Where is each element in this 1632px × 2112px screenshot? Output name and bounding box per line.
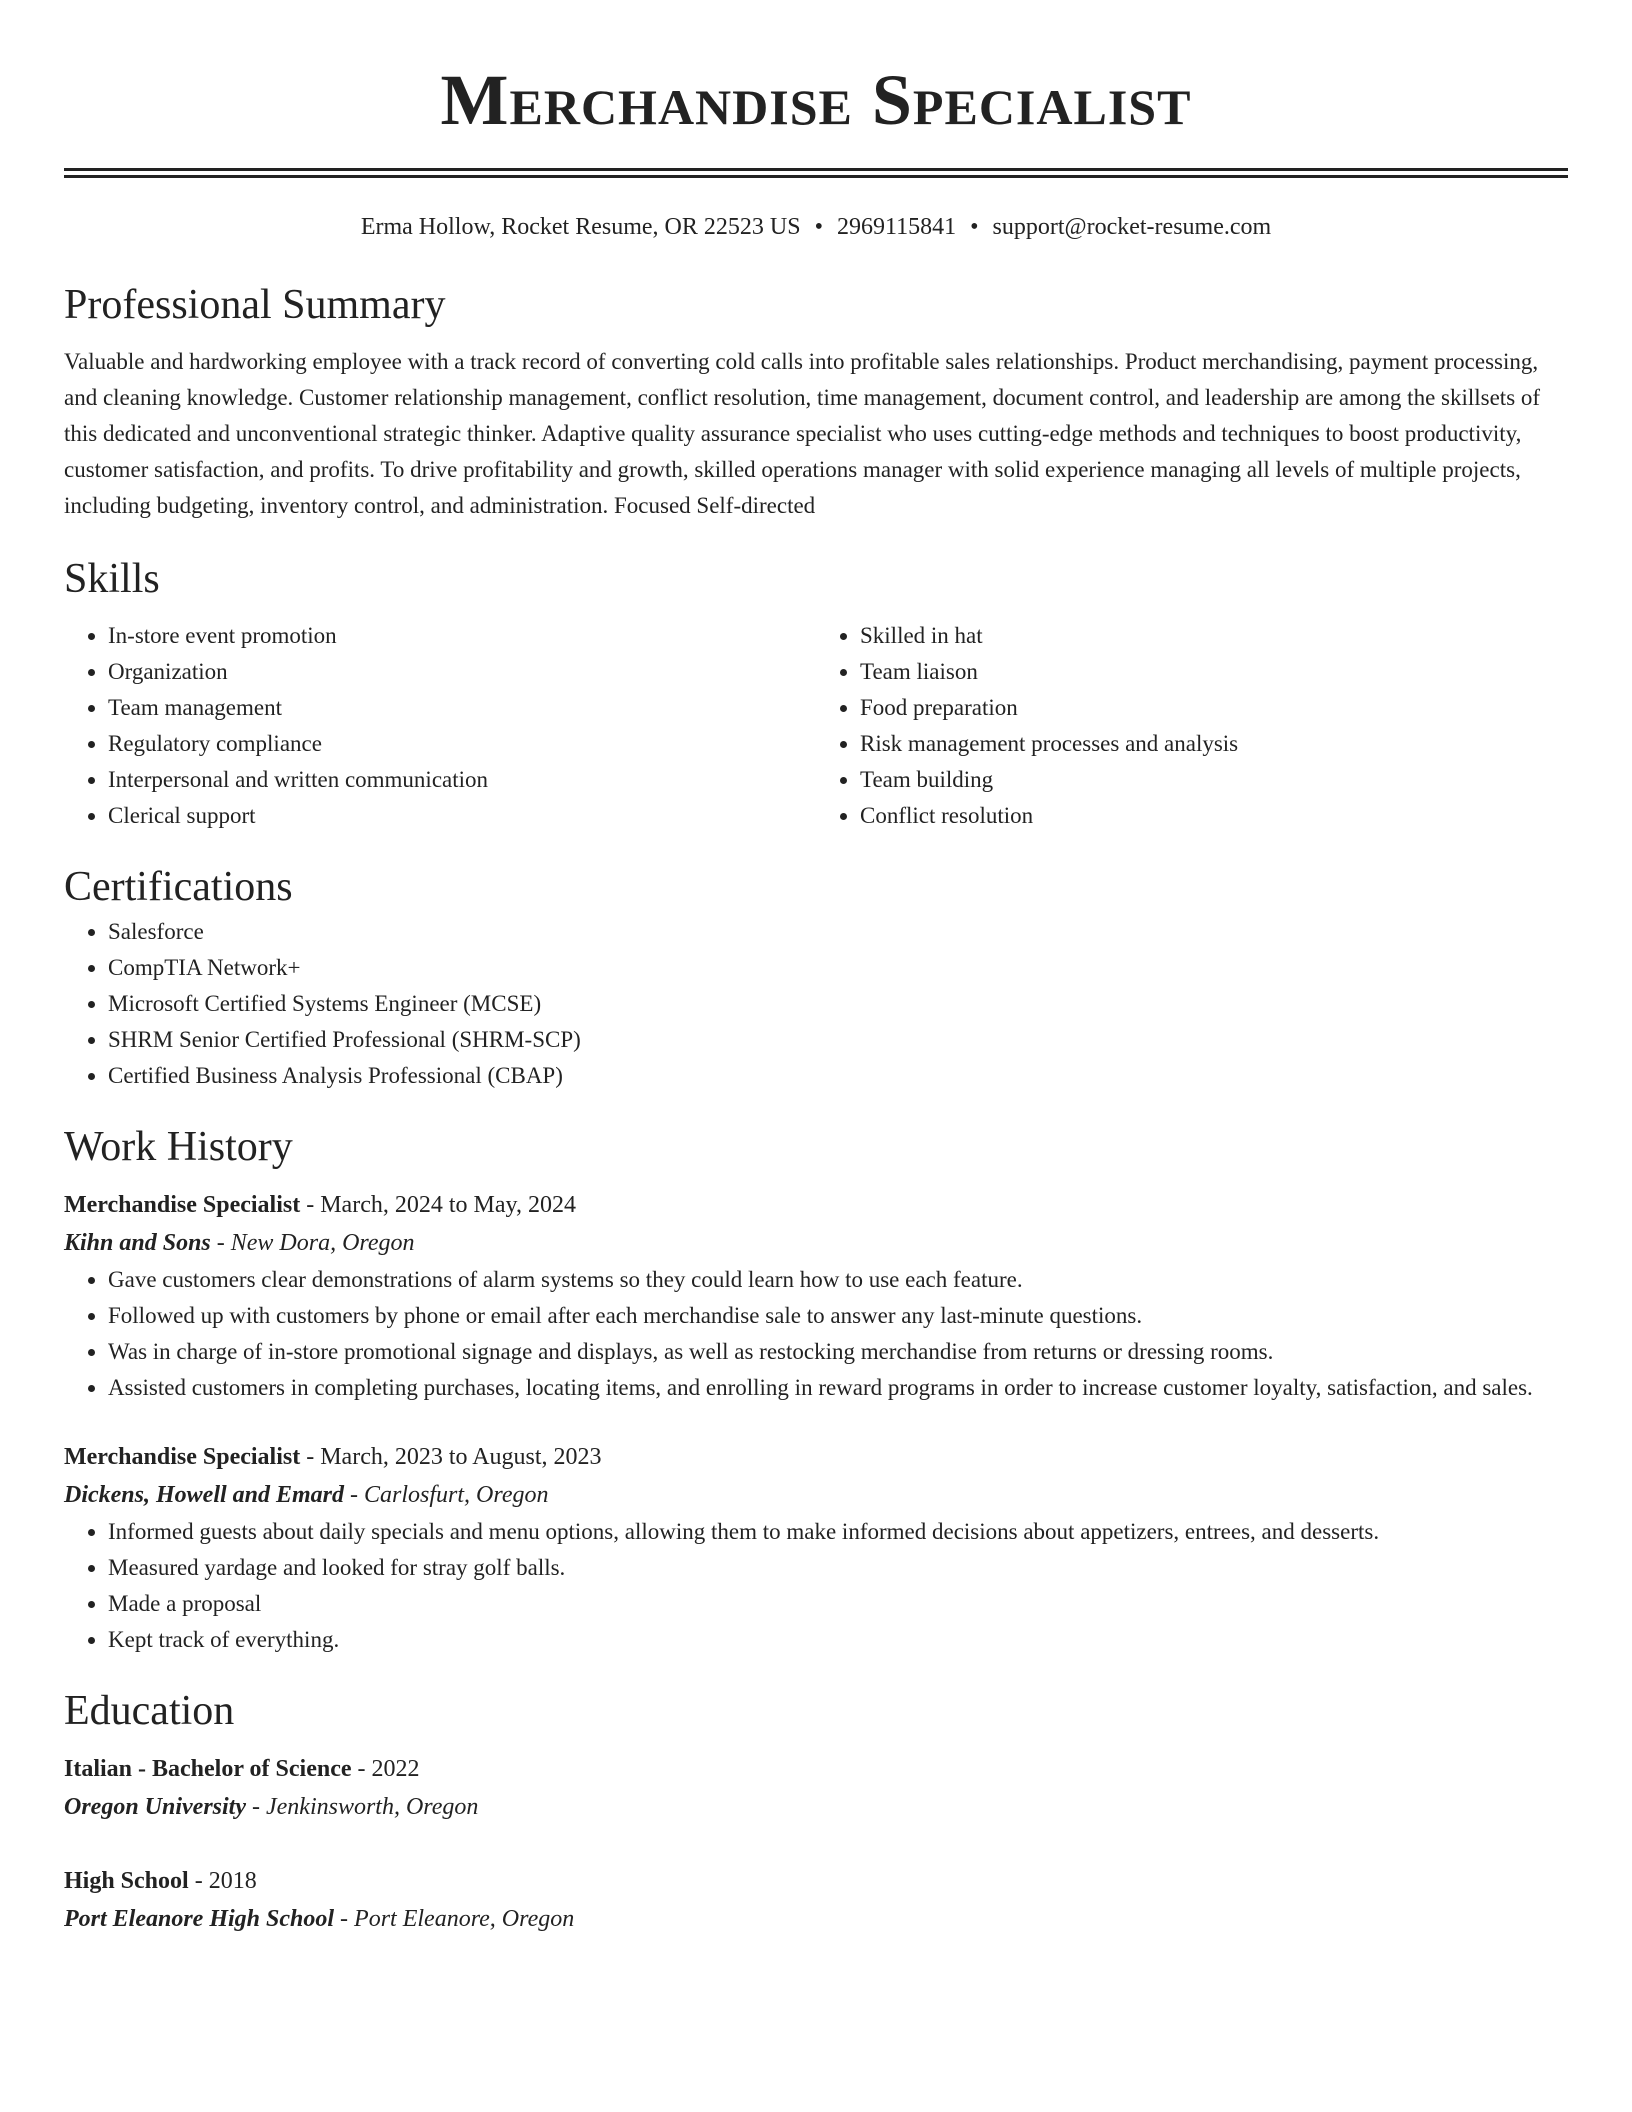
job-title: Merchandise Specialist — [64, 1192, 301, 1218]
skill-item: • Risk management processes and analysis — [860, 726, 1568, 762]
skill-item: • Team building — [860, 762, 1568, 798]
certification-item: • Certified Business Analysis Professional (CBAP) — [108, 1058, 1568, 1094]
title-divider-top — [64, 168, 1568, 171]
job-duty: • Measured yardage and looked for stray golf balls. — [108, 1550, 1568, 1586]
job-company-line — [64, 1224, 1568, 1262]
skills-column-right — [816, 618, 1568, 834]
job-location: - Carlosfurt, Oregon — [344, 1482, 549, 1508]
contact-phone: 2969115841 — [836, 214, 957, 240]
job-duty: • Made a proposal — [108, 1586, 1568, 1622]
title-divider-bottom — [64, 175, 1568, 178]
education-degree: High School — [64, 1868, 189, 1894]
job-duty: • Gave customers clear demonstrations of alarm systems so they could learn how to use each feature. — [108, 1262, 1568, 1298]
certifications-list — [64, 914, 1568, 1094]
skill-item: • Regulatory compliance — [108, 726, 816, 762]
contact-separator: • — [970, 214, 979, 240]
job-duty: • Was in charge of in-store promotional signage and displays, as well as restocking merchandise from returns or dressing rooms. — [108, 1334, 1568, 1370]
job-duties-list — [64, 1514, 1568, 1658]
job-duty: • Kept track of everything. — [108, 1622, 1568, 1658]
job-dates: - March, 2024 to May, 2024 — [300, 1192, 576, 1218]
certification-item: • Microsoft Certified Systems Engineer (MCSE) — [108, 986, 1568, 1022]
section-heading-education: Education — [64, 1688, 235, 1734]
contact-line — [64, 210, 1568, 244]
section-heading-summary: Professional Summary — [64, 282, 446, 328]
section-heading-certifications: Certifications — [64, 864, 293, 910]
skills-columns — [64, 618, 1568, 834]
skills-list-right — [816, 618, 1568, 834]
skills-list-left — [64, 618, 816, 834]
job-duty: • Followed up with customers by phone or email after each merchandise sale to answer any last-minute questions. — [108, 1298, 1568, 1334]
job-company: Kihn and Sons — [64, 1230, 211, 1256]
skill-item: • Organization — [108, 654, 816, 690]
job-duty: • Assisted customers in completing purchases, locating items, and enrolling in reward programs in order to increase customer loyalty, satisfaction, and sales. — [108, 1370, 1568, 1406]
skills-column-left — [64, 618, 816, 834]
job-duties-list — [64, 1262, 1568, 1406]
job-company-line — [64, 1476, 1568, 1514]
job-entry — [64, 1438, 1568, 1658]
education-degree-line — [64, 1862, 1568, 1900]
job-company: Dickens, Howell and Emard — [64, 1482, 345, 1508]
skill-item: • Food preparation — [860, 690, 1568, 726]
education-school-line — [64, 1788, 1568, 1826]
job-title: Merchandise Specialist — [64, 1444, 301, 1470]
resume-title: Merchandise Specialist — [440, 60, 1192, 140]
education-location: - Port Eleanore, Oregon — [334, 1906, 575, 1932]
education-degree: Italian - Bachelor of Science — [64, 1756, 352, 1782]
job-title-line — [64, 1186, 1568, 1224]
contact-separator: • — [814, 214, 823, 240]
section-heading-skills: Skills — [64, 556, 160, 602]
education-school: Oregon University — [64, 1794, 246, 1820]
job-duty: • Informed guests about daily specials and menu options, allowing them to make informed decisions about appetizers, entrees, and desserts. — [108, 1514, 1568, 1550]
education-school-line — [64, 1900, 1568, 1938]
education-entry — [64, 1750, 1568, 1826]
job-location: - New Dora, Oregon — [210, 1230, 415, 1256]
contact-address: Erma Hollow, Rocket Resume, OR 22523 US — [360, 214, 801, 240]
job-title-line — [64, 1438, 1568, 1476]
skill-item: • Team liaison — [860, 654, 1568, 690]
skill-item: • Skilled in hat — [860, 618, 1568, 654]
education-school: Port Eleanore High School — [64, 1906, 335, 1932]
certification-item: • Salesforce — [108, 914, 1568, 950]
certification-item: • CompTIA Network+ — [108, 950, 1568, 986]
skill-item: • Conflict resolution — [860, 798, 1568, 834]
education-year: - 2018 — [188, 1868, 257, 1894]
education-degree-line — [64, 1750, 1568, 1788]
education-year: - 2022 — [351, 1756, 420, 1782]
skill-item: • Interpersonal and written communication — [108, 762, 816, 798]
summary-text: Valuable and hardworking employee with a track record of converting cold calls into profitable sales relationships. Product merchandising, payment processing, and cleaning knowledge. Customer relationship management, conflict resolution, time management, document control, and leadership are among the skillsets of this dedicated and unconventional strategic thinker. Adaptive quality assurance specialist who uses cutting-edge methods and techniques to boost productivity, customer satisfaction, and profits. To drive profitability and growth, skilled operations manager with solid experience managing all levels of multiple projects, including budgeting, inventory control, and administration. Focused Self-directed — [64, 349, 1541, 518]
job-dates: - March, 2023 to August, 2023 — [300, 1444, 602, 1470]
skill-item: • In-store event promotion — [108, 618, 816, 654]
skill-item: • Team management — [108, 690, 816, 726]
contact-email: support@rocket-resume.com — [992, 214, 1272, 240]
section-heading-work-history: Work History — [64, 1124, 293, 1170]
education-entry — [64, 1862, 1568, 1938]
job-entry — [64, 1186, 1568, 1406]
certification-item: • SHRM Senior Certified Professional (SHRM-SCP) — [108, 1022, 1568, 1058]
education-location: - Jenkinsworth, Oregon — [246, 1794, 479, 1820]
skill-item: • Clerical support — [108, 798, 816, 834]
